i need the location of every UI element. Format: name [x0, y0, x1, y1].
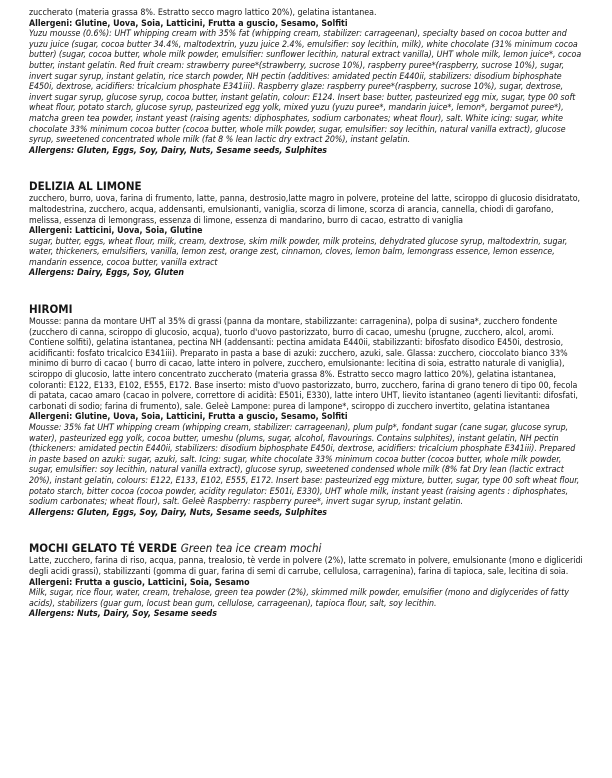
product-delizia-al-limone — [29, 179, 586, 279]
product-name: DELIZIA AL LIMONE — [29, 179, 142, 194]
allergens-en: Allergens: Gluten, Eggs, Soy, Dairy, Nuts, Sesame seeds, Sulphites — [29, 506, 328, 518]
allergens-it: Allergeni: Frutta a guscio, Latticini, Soia, Sesamo — [29, 576, 250, 588]
ingredients-text-it: Latte, zucchero, farina di riso, acqua, panna, trealosio, tè verde in polvere (2%), latte scremato in polvere, emulsionante (mono e digliceridi degli acidi grassi), stabilizzanti (gomma di guar, farina di semi di carrube, cellulosa, carragenina), farina di tapioca, sale, lecitina di soia. — [29, 555, 583, 577]
product-name: MOCHI GELATO TÉ VERDE — [29, 541, 178, 556]
product-name: HIROMI — [29, 302, 73, 317]
product-hiromi — [29, 302, 586, 518]
allergens-en: Allergens: Dairy, Eggs, Soy, Gluten — [29, 267, 184, 279]
product-title — [29, 179, 585, 193]
product-mochi-gelato-te-verde — [29, 541, 586, 620]
allergens-en: Allergens: Nuts, Dairy, Soy, Sesame seeds — [29, 608, 217, 620]
allergens-it: Allergeni: Glutine, Uova, Soia, Latticini, Frutta a guscio, Sesamo, Solfiti — [29, 411, 348, 423]
spacer — [29, 156, 586, 170]
product-title — [29, 541, 585, 555]
spacer — [29, 279, 586, 293]
ingredients-text-it: zucchero, burro, uova, farina di frumento, latte, panna, destrosio,latte magro in polvere, proteine del latte, sciroppo di glucosio disidratato, maltodestrina, zucchero, acqua, addensanti, emulsionanti, vaniglia, scorza di limone, scorza di arancia, cannella, chiodi di garofano, melissa, essenza di lemongrass, essenza di limone, essenza di mandarino, burro di cacao, estratto di vaniglia — [29, 193, 581, 226]
spacer — [29, 518, 586, 532]
allergens-en: Allergens: Gluten, Eggs, Soy, Dairy, Nuts, Sesame seeds, Sulphites — [29, 144, 328, 156]
ingredients-text-en: Yuzu mousse (0.6%): UHT whipping cream with 35% fat (whipping cream, stabilizer: carrageenan), specialty based on cocoa butter and yuzu juice (sugar, cocoa butter 34.4%, maltodextrin, yuzu juice 2.4%, emulsifier: soy lecithin, milk), white chocolate (31% minimum cocoa butter) (sugar, cocoa butter, whole milk powder, emulsifier: sunflower lecithin, natural extract vanilla), UHT whole milk, lemon juice*, cocoa butter, instant gelatin. Red fruit cream: strawberry puree*(strawberry, sucrose 10%), raspberry puree*(raspberry, sucrose 10%), sugar, invert sugar syrup, instant gelatin, rice starch powder, NH pectin (additives: amidated pectin E440ii, stabilizers: disodium biphosphate E450i, dextrose, acidifiers: tricalcium phosphate E341iii). Raspberry glaze: raspberry puree*(raspberry, sucrose 10%), sugar, dextrose, invert sugar syrup, glucose syrup, cocoa butter, instant gelatin, colour: E124. Insert base: butter, pasteurized egg mix, sugar, type 00 soft wheat flour, potato starch, glucose syrup, pasteurized egg yolk, mixed yuzu (yuzu puree*, mandarin juice*, lemon*, bergamot puree*), matcha green tea powder, instant yeast (raising agents: diphosphates, sodium carbonates; wheat flour), salt. White icing: sugar, white chocolate 33% minimum cocoa butter (cocoa butter, whole milk powder, sugar, emulsifier: soy lecithin, natural vanilla extract), glucose syrup, sweetened concentrated whole milk (fat 8 % lean lactic dry extract 20%), instant gelatin. — [29, 28, 582, 146]
allergens-it: Allergeni: Glutine, Uova, Soia, Latticini, Frutta a guscio, Sesamo, Solfiti — [29, 17, 348, 29]
ingredients-text-en: sugar, butter, eggs, wheat flour, milk, cream, dextrose, skim milk powder, milk proteins, dehydrated glucose syrup, maltodextrin, sugar, water, thickeners, emulsifiers, vanilla, lemon zest, orange zest, cinnamon, cloves, lemon balm, lemongrass essence, lemon essence, mandarin essence, cocoa butter, vanilla extract — [29, 235, 568, 268]
ingredients-text-en: Mousse: 35% fat UHT whipping cream (whipping cream, stabilizer: carrageenan), plum pulp*, fondant sugar (cane sugar, glucose syrup, water), pasteurized egg yolk, cocoa butter, umeshu (plums, sugar, alcohol, flavourings. Contains sulphites), instant gelatin, NH pectin (thickeners: amidated pectin E440ii, stabilizers: disodium biphosphate E450i, dextrose, acidifiers: tricalcium phosphate E341iii). Prepared in paste based on azuki: sugar, azuki, salt. Icing: sugar, white chocolate 33% minimum cocoa butter (cocoa butter, whole milk powder, sugar, emulsifier: soy lecithin, natural vanilla extract), glucose syrup, sweetened condensed whole milk (8% fat Dry lean (lactic extract 20%), instant gelatin, colours: E122, E133, E102, E555, E172. Insert base: pasteurized egg mixture, butter, sugar, type 00 soft wheat flour, potato starch, bitter cocoa (cocoa powder, acidity regulator: E501i, E330), UHT whole milk, instant yeast (raising agents : diphosphates, sodium carbonates; wheat flour), salt. Geleè Raspberry: raspberry puree*, invert sugar syrup, instant gelatin. — [29, 422, 580, 508]
ingredients-text-it: zuccherato (materia grassa 8%. Estratto secco magro lattico 20%), gelatina istantanea. — [29, 7, 377, 18]
allergens-it: Allergeni: Latticini, Uova, Soia, Glutine — [29, 225, 203, 237]
product-subtitle: Green tea ice cream mochi — [180, 541, 322, 556]
ingredients-text-it: Mousse: panna da montare UHT al 35% di grassi (panna da montare, stabilizzante: carragenina), polpa di susina*, zucchero fondente (zucchero di canna, sciroppo di glucosio, acqua), tuorlo d'uovo pastorizzato, burro di cacao, umeshu (prugne, zucchero, alcol, aromi. Contiene solfiti), gelatina istantanea, pectina NH (addensanti: pectina amidata E440ii, stabilizzanti: bifosfato disodico E450i, destrosio, acidificanti: fosfato tricalcico E341iii). Preparato in pasta a base di azuki: zucchero, azuki, sale. Glassa: zucchero, cioccolato bianco 33% minimo di burro di cacao ( burro di cacao, latte intero in polvere, zucchero, emulsionante: lecitina di soia, estratto naturale di vaniglia), sciroppo di glucosio, latte intero concentrato zuccherato (materia grassa 8%. Estratto secco magro lattico 20%), gelatina istantanea, coloranti: E122, E133, E102, E555, E172. Base inserto: misto d'uovo pastorizzato, burro, zucchero, farina di grano tenero di tipo 00, fecola di patata, cacao amaro (cacao in polvere, correttore di acidità: E501i, E330), latte intero UHT, lievito istantaneo (agenti lievitanti: difosfati, carbonati di sodio; farina di frumento), sale. Geleè Lampone: purea di lampone*, sciroppo di zucchero invertito, gelatina istantanea — [29, 316, 578, 412]
intro-block — [29, 8, 586, 156]
ingredients-text-en: Milk, sugar, rice flour, water, cream, trehalose, green tea powder (2%), skimmed milk powder, emulsifier (mono and diglycerides of fatty acids), stabilizers (guar gum, locust bean gum, cellulose, carrageenan), tapioca flour, salt, soy lecithin. — [29, 587, 569, 609]
product-title — [29, 302, 585, 316]
